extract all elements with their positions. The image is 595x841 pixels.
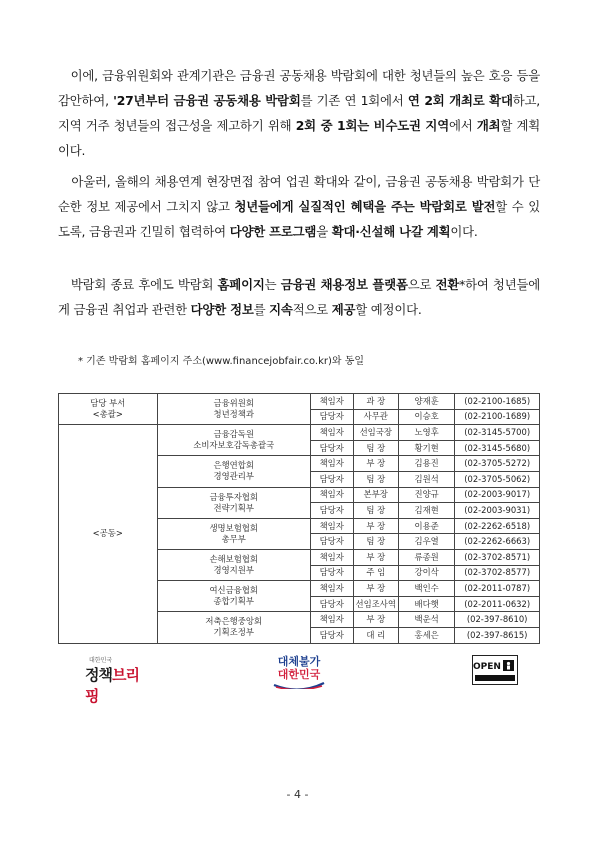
position-cell: 팀 장: [353, 440, 398, 456]
phone-cell: (02-2011-0787): [455, 581, 540, 597]
p3-text: *하여 청년들에게 금융권 취업과 관련한: [58, 277, 541, 317]
table-row: [59, 425, 540, 441]
name-cell: 류종원: [398, 549, 454, 565]
role-cell: 책임자: [310, 612, 353, 628]
p2-bold: 청년들에게 실질적인 혜택을 주는 박람회로 발전: [234, 199, 496, 214]
policy-briefing-logo: 대한민국 정책브리핑: [85, 657, 139, 705]
org-cell: 금융감독원 소비자보호감독총괄국: [157, 425, 310, 456]
role-cell: 책임자: [310, 487, 353, 503]
phone-cell: (02-397-8610): [455, 612, 540, 628]
p1-text: 할 계획이다.: [58, 118, 541, 158]
page-number: - 4 -: [286, 788, 309, 801]
paragraph-2: [58, 169, 540, 244]
open-license-logo: [472, 655, 518, 685]
p3-bold: 홈페이지: [217, 277, 265, 292]
p3-text: 으로: [407, 277, 436, 292]
p1-bold: '27년부터 금융권 공동채용 박람회: [113, 93, 301, 108]
table-row: [59, 394, 540, 410]
phone-cell: (02-2262-6663): [455, 534, 540, 550]
phone-cell: (02-2003-9017): [455, 487, 540, 503]
position-cell: 부 장: [353, 581, 398, 597]
phone-cell: (02-2100-1689): [455, 409, 540, 425]
role-cell: 담당자: [310, 503, 353, 519]
p1-text: 이에, 금융위원회와 관계기관은 금융권 공동채용 박람회에 대한 청년들의 높은 호응 등을 감안하여,: [58, 68, 540, 108]
position-cell: 팀 장: [353, 471, 398, 487]
p2-text: 아울러, 올해의 채용연계 현장면접 참여 업권 확대와 같이, 금융권 공동채용 박람회가 단순한 정보 제공에서 그치지 않고: [58, 174, 541, 214]
phone-cell: (02-3702-8571): [455, 549, 540, 565]
paragraph-3: [58, 272, 540, 322]
p3-text: 할 예정이다.: [355, 302, 422, 317]
phone-cell: (02-3145-5700): [455, 425, 540, 441]
role-cell: 책임자: [310, 518, 353, 534]
phone-cell: (02-3705-5062): [455, 471, 540, 487]
org-cell: 여신금융협회 종합기획부: [157, 581, 310, 612]
name-cell: 배다햇: [398, 596, 454, 612]
role-cell: 담당자: [310, 409, 353, 425]
phone-cell: (02-3702-8577): [455, 565, 540, 581]
position-cell: 부 장: [353, 456, 398, 472]
p2-bold: 다양한 프로그램: [229, 224, 317, 239]
footer-logos: [0, 655, 595, 705]
p2-bold: 확대·신설해 나갈 계획: [331, 224, 451, 239]
position-cell: 부 장: [353, 518, 398, 534]
name-cell: 백운석: [398, 612, 454, 628]
dept-cell: 담당 부서 <총괄>: [59, 394, 158, 425]
position-cell: 과 장: [353, 394, 398, 410]
role-cell: 담당자: [310, 565, 353, 581]
contact-table: [58, 393, 540, 644]
name-cell: 양재훈: [398, 394, 454, 410]
role-cell: 책임자: [310, 549, 353, 565]
role-cell: 책임자: [310, 425, 353, 441]
phone-cell: (02-2262-6518): [455, 518, 540, 534]
p1-bold: 연 2회 개최로 확대: [407, 93, 513, 108]
p1-text: 에서: [448, 118, 477, 133]
slogan-logo: [268, 651, 330, 689]
phone-cell: (02-3705-5272): [455, 456, 540, 472]
org-cell: 은행연합회 경영관리부: [157, 456, 310, 487]
p2-text: 이다.: [450, 224, 478, 239]
name-cell: 진양규: [398, 487, 454, 503]
org-cell: 금융투자협회 전략기획부: [157, 487, 310, 518]
p3-bold: 지속: [269, 302, 293, 317]
org-cell: 금융위원회 청년정책과: [157, 394, 310, 425]
name-cell: 이승호: [398, 409, 454, 425]
p3-text: 적으로: [292, 302, 332, 317]
name-cell: 강이삭: [398, 565, 454, 581]
position-cell: 주 임: [353, 565, 398, 581]
group-cell: <공동>: [59, 425, 158, 643]
name-cell: 김원석: [398, 471, 454, 487]
role-cell: 담당자: [310, 627, 353, 643]
p3-text: 박람회 종료 후에도 박람회: [70, 277, 218, 292]
role-cell: 책임자: [310, 581, 353, 597]
role-cell: 담당자: [310, 471, 353, 487]
phone-cell: (02-3145-5680): [455, 440, 540, 456]
p1-text: 하고, 지역 거주 청년들의 접근성을 제고하기 위해: [58, 93, 540, 133]
svg-text:OPEN: OPEN: [473, 662, 501, 672]
org-cell: 손해보험협회 경영지원부: [157, 549, 310, 580]
position-cell: 부 장: [353, 549, 398, 565]
p3-bold: 다양한 정보: [190, 302, 254, 317]
name-cell: 백인수: [398, 581, 454, 597]
p2-text: 할 수 있도록, 금융권과 긴밀히 협력하여: [58, 199, 540, 239]
phone-cell: (02-2011-0632): [455, 596, 540, 612]
name-cell: 이용준: [398, 518, 454, 534]
name-cell: 김재현: [398, 503, 454, 519]
position-cell: 사무관: [353, 409, 398, 425]
position-cell: 팀 장: [353, 534, 398, 550]
position-cell: 선임국장: [353, 425, 398, 441]
phone-cell: (02-2003-9031): [455, 503, 540, 519]
name-cell: 황기현: [398, 440, 454, 456]
p3-bold: 제공: [331, 302, 356, 317]
role-cell: 담당자: [310, 534, 353, 550]
p3-bold: 금융권 채용정보 플랫폼: [280, 277, 408, 292]
position-cell: 팀 장: [353, 503, 398, 519]
org-cell: 저축은행중앙회 기획조정부: [157, 612, 310, 643]
phone-cell: (02-397-8615): [455, 627, 540, 643]
p2-text: 을: [316, 224, 332, 239]
p3-text: 는: [264, 277, 281, 292]
p1-text: 를 기존 연 1회에서: [300, 93, 408, 108]
p1-bold: 개최: [476, 118, 501, 133]
paragraph-1: [58, 63, 540, 163]
position-cell: 선임조사역: [353, 596, 398, 612]
role-cell: 담당자: [310, 440, 353, 456]
svg-text:대체불가: 대체불가: [277, 655, 321, 668]
role-cell: 책임자: [310, 456, 353, 472]
org-cell: 생명보험협회 총무부: [157, 518, 310, 549]
name-cell: 홍세은: [398, 627, 454, 643]
phone-cell: (02-2100-1685): [455, 394, 540, 410]
position-cell: 부 장: [353, 612, 398, 628]
role-cell: 책임자: [310, 394, 353, 410]
p3-text: 를: [253, 302, 270, 317]
p1-bold: 2회 중 1회는 비수도권 지역: [295, 118, 449, 133]
footnote: * 기존 박람회 홈페이지 주소(www.financejobfair.co.kr)와 동일: [78, 356, 365, 367]
svg-text:대한민국: 대한민국: [277, 668, 321, 681]
position-cell: 본부장: [353, 487, 398, 503]
name-cell: 김우열: [398, 534, 454, 550]
position-cell: 대 리: [353, 627, 398, 643]
role-cell: 담당자: [310, 596, 353, 612]
p3-bold: 전환: [435, 277, 460, 292]
name-cell: 김용진: [398, 456, 454, 472]
name-cell: 노영후: [398, 425, 454, 441]
